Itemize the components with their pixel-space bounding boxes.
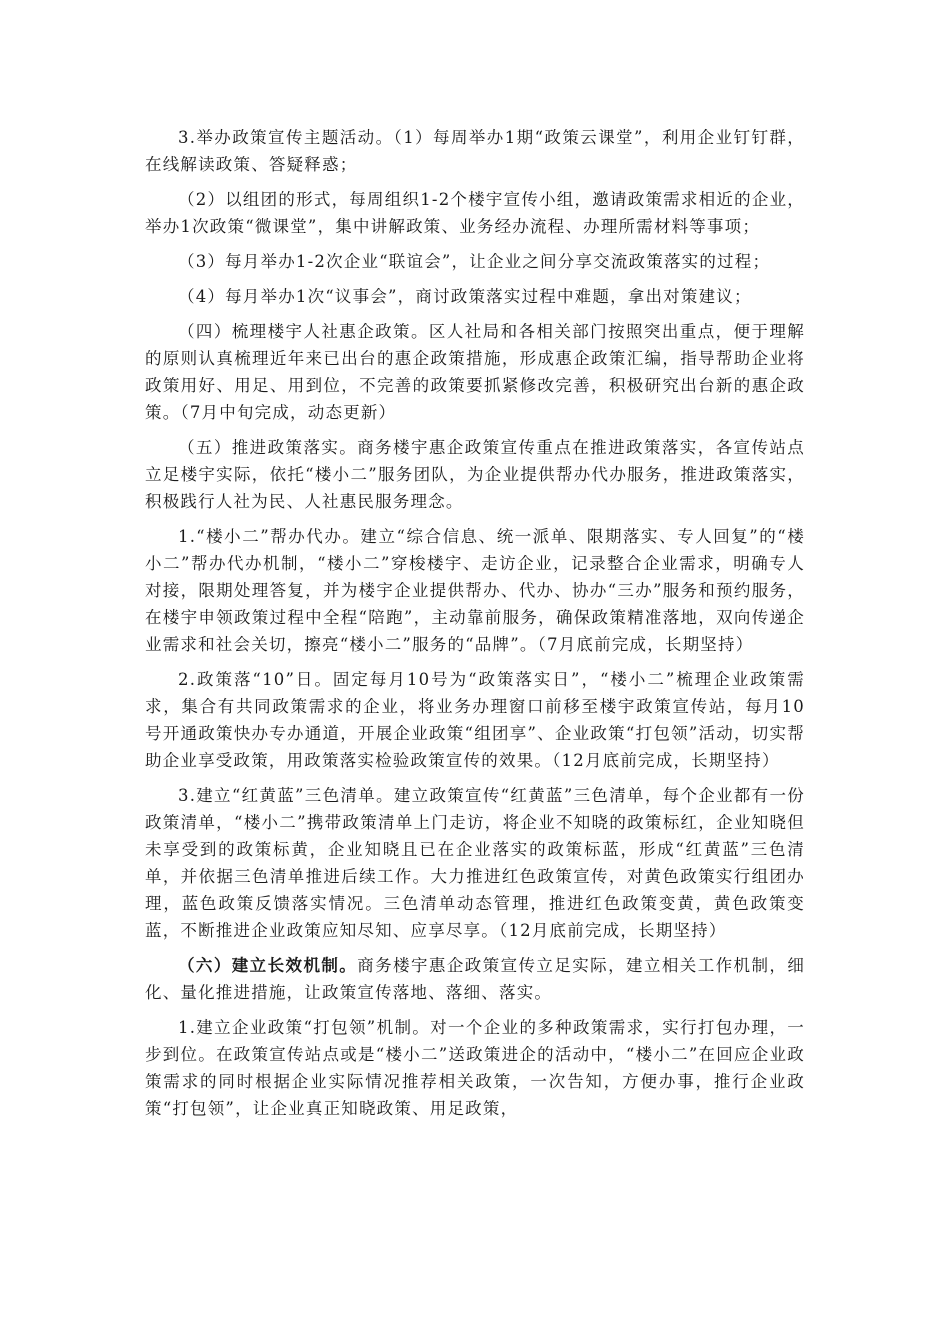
paragraph-package-mechanism: 1.建立企业政策“打包领”机制。对一个企业的多种政策需求，实行打包办理，一步到位。在政策宣传站点或是“楼小二”送政策进企的活动中，“楼小二”在回应企业政策需求的同时根据企业实际情况推荐相关政策，一次告知，方便办事，推行企业政策“打包领”，让企业真正知晓政策、用足政策，	[145, 1018, 805, 1118]
paragraph-help-service: 1.“楼小二”帮办代办。建立“综合信息、统一派单、限期落实、专人回复”的“楼小二”帮办代办机制，“楼小二”穿梭楼宇、走访企业，记录整合企业需求，明确专人对接，限期处理答复，并为楼宇企业提供帮办、代办、协办“三办”服务和预约服务，在楼宇申领政策过程中全程“陪跑”，主动靠前服务，确保政策精准落地，双向传递企业需求和社会关切，擦亮“楼小二”服务的“品牌”。（7月底前完成，长期坚持）	[145, 527, 805, 654]
paragraph-social-meeting: （3）每月举办1-2次企业“联谊会”，让企业之间分享交流政策落实的过程；	[178, 252, 771, 271]
paragraph-color-list: 3.建立“红黄蓝”三色清单。建立政策宣传“红黄蓝”三色清单，每个企业都有一份政策清单，“楼小二”携带政策清单上门走访，将企业不知晓的政策标红，企业知晓但未享受到的政策标黄，企业知晓且已在企业落实的政策标蓝，形成“红黄蓝”三色清单，并依据三色清单推进后续工作。大力推进红色政策宣传，对黄色政策实行组团办理，蓝色政策反馈落实情况。三色清单动态管理，推进红色政策变黄，黄色政策变蓝，不断推进企业政策应知尽知、应享尽享。（12月底前完成，长期坚持）	[145, 786, 805, 940]
paragraph-discussion-meeting: （4）每月举办1次“议事会”，商讨政策落实过程中难题，拿出对策建议；	[178, 287, 752, 306]
document-page	[145, 124, 805, 1130]
paragraph-micro-class: （2）以组团的形式，每周组织1-2个楼宇宣传小组，邀请政策需求相近的企业，举办1次政策“微课堂”，集中讲解政策、业务经办流程、办理所需材料等事项；	[145, 190, 805, 236]
section-six-body: 商务楼宇惠企政策宣传立足实际，建立相关工作机制，细化、量化推进措施，让政策宣传落地、落细、落实。	[145, 956, 806, 1002]
paragraph-activities: 3.举办政策宣传主题活动。（1）每周举办1期“政策云课堂”，利用企业钉钉群，在线解读政策、答疑释惑；	[145, 128, 805, 174]
section-six-heading: （六）建立长效机制。	[178, 956, 358, 975]
paragraph-section-four: （四）梳理楼宇人社惠企政策。区人社局和各相关部门按照突出重点，便于理解的原则认真梳理近年来已出台的惠企政策措施，形成惠企政策汇编，指导帮助企业将政策用好、用足、用到位，不完善的政策要抓紧修改完善，积极研究出台新的惠企政策。（7月中旬完成，动态更新）	[145, 322, 805, 422]
paragraph-policy-day: 2.政策落“10”日。固定每月10号为“政策落实日”，“楼小二”梳理企业政策需求，集合有共同政策需求的企业，将业务办理窗口前移至楼宇政策宣传站，每月10号开通政策快办专办通道，开展企业政策“组团享”、企业政策“打包领”活动，切实帮助企业享受政策，用政策落实检验政策宣传的效果。（12月底前完成，长期坚持）	[145, 670, 805, 770]
paragraph-section-six	[145, 952, 805, 1006]
paragraph-section-five: （五）推进政策落实。商务楼宇惠企政策宣传重点在推进政策落实，各宣传站点立足楼宇实际，依托“楼小二”服务团队，为企业提供帮办代办服务，推进政策落实，积极践行人社为民、人社惠民服务理念。	[145, 438, 805, 511]
